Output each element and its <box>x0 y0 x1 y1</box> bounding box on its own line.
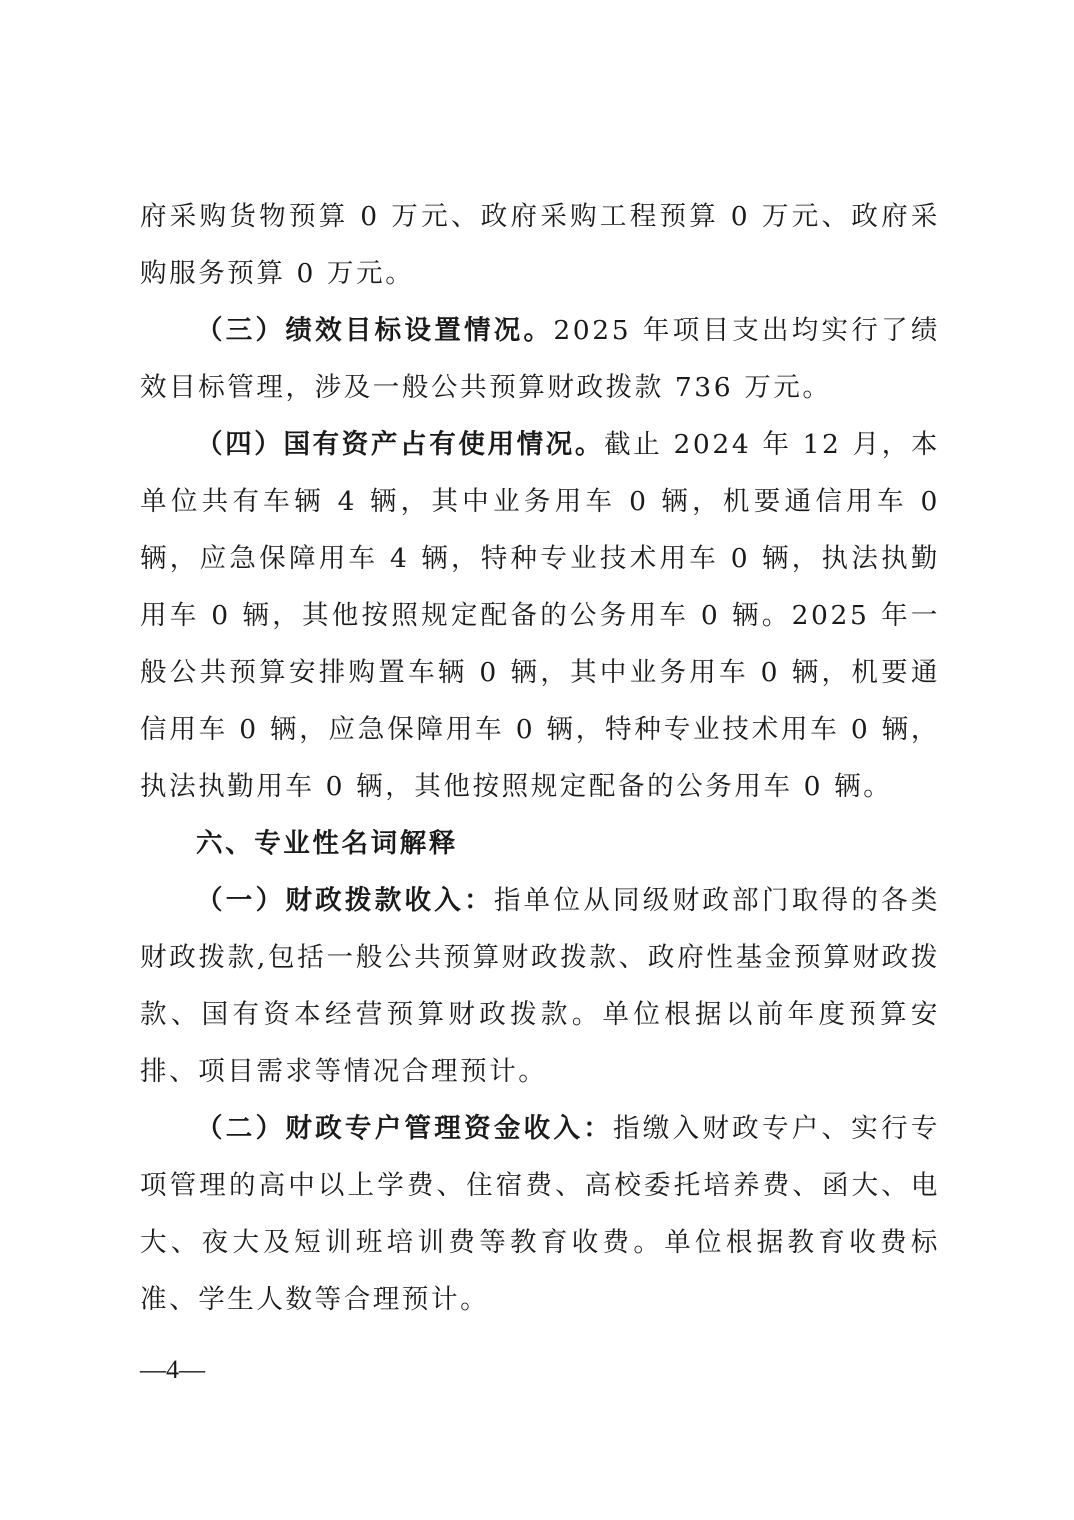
term-heading-fiscal-appropriation: （一）财政拨款收入： <box>196 885 494 916</box>
paragraph-text: 指单位从同级财政部门取得的各类财政拨款,包括一般公共预算财政拨款、政府性基金预算财政拨款、国有资本经营预算财政拨款。单位根据以前年度预算安排、项目需求等情况合理预计。 <box>140 885 940 1087</box>
paragraph-special-account-funds <box>140 1100 940 1328</box>
document-body <box>140 188 940 1328</box>
paragraph-text: 指缴入财政专户、实行专项管理的高中以上学费、住宿费、高校委托培养费、函大、电大、夜大及短训班培训费等教育收费。单位根据教育收费标准、学生人数等合理预计。 <box>140 1113 940 1315</box>
paragraph-text: 府采购货物预算 0 万元、政府采购工程预算 0 万元、政府采购服务预算 0 万元。 <box>140 201 940 289</box>
page-number: —4— <box>140 1355 205 1384</box>
paragraph-procurement-continued <box>140 188 940 302</box>
paragraph-state-assets <box>140 416 940 815</box>
paragraph-performance-goals <box>140 302 940 416</box>
section-heading-terms: 六、专业性名词解释 <box>196 828 458 859</box>
paragraph-text: 2025 年项目支出均实行了绩效目标管理，涉及一般公共预算财政拨款 736 万元。 <box>140 315 940 403</box>
subsection-heading-performance: （三）绩效目标设置情况。 <box>196 315 554 346</box>
paragraph-text: 截止 2024 年 12 月，本单位共有车辆 4 辆，其中业务用车 0 辆，机要通信用车 0 辆，应急保障用车 4 辆，特种专业技术用车 0 辆，执法执勤用车 0 辆，其他按照规定配备的公务用车 0 辆。2025 年一般公共预算安排购置车辆 0 辆，其中业务用车 0 辆，机要通信用车 0 辆，应急保障用车 0 辆，特种专业技术用车 0 辆，执法执勤用车 0 辆，其他按照规定配备的公务用车 0 辆。 <box>140 429 940 802</box>
paragraph-fiscal-appropriation <box>140 872 940 1100</box>
term-heading-special-account: （二）财政专户管理资金收入： <box>196 1113 614 1144</box>
subsection-heading-assets: （四）国有资产占有使用情况。 <box>196 429 605 460</box>
